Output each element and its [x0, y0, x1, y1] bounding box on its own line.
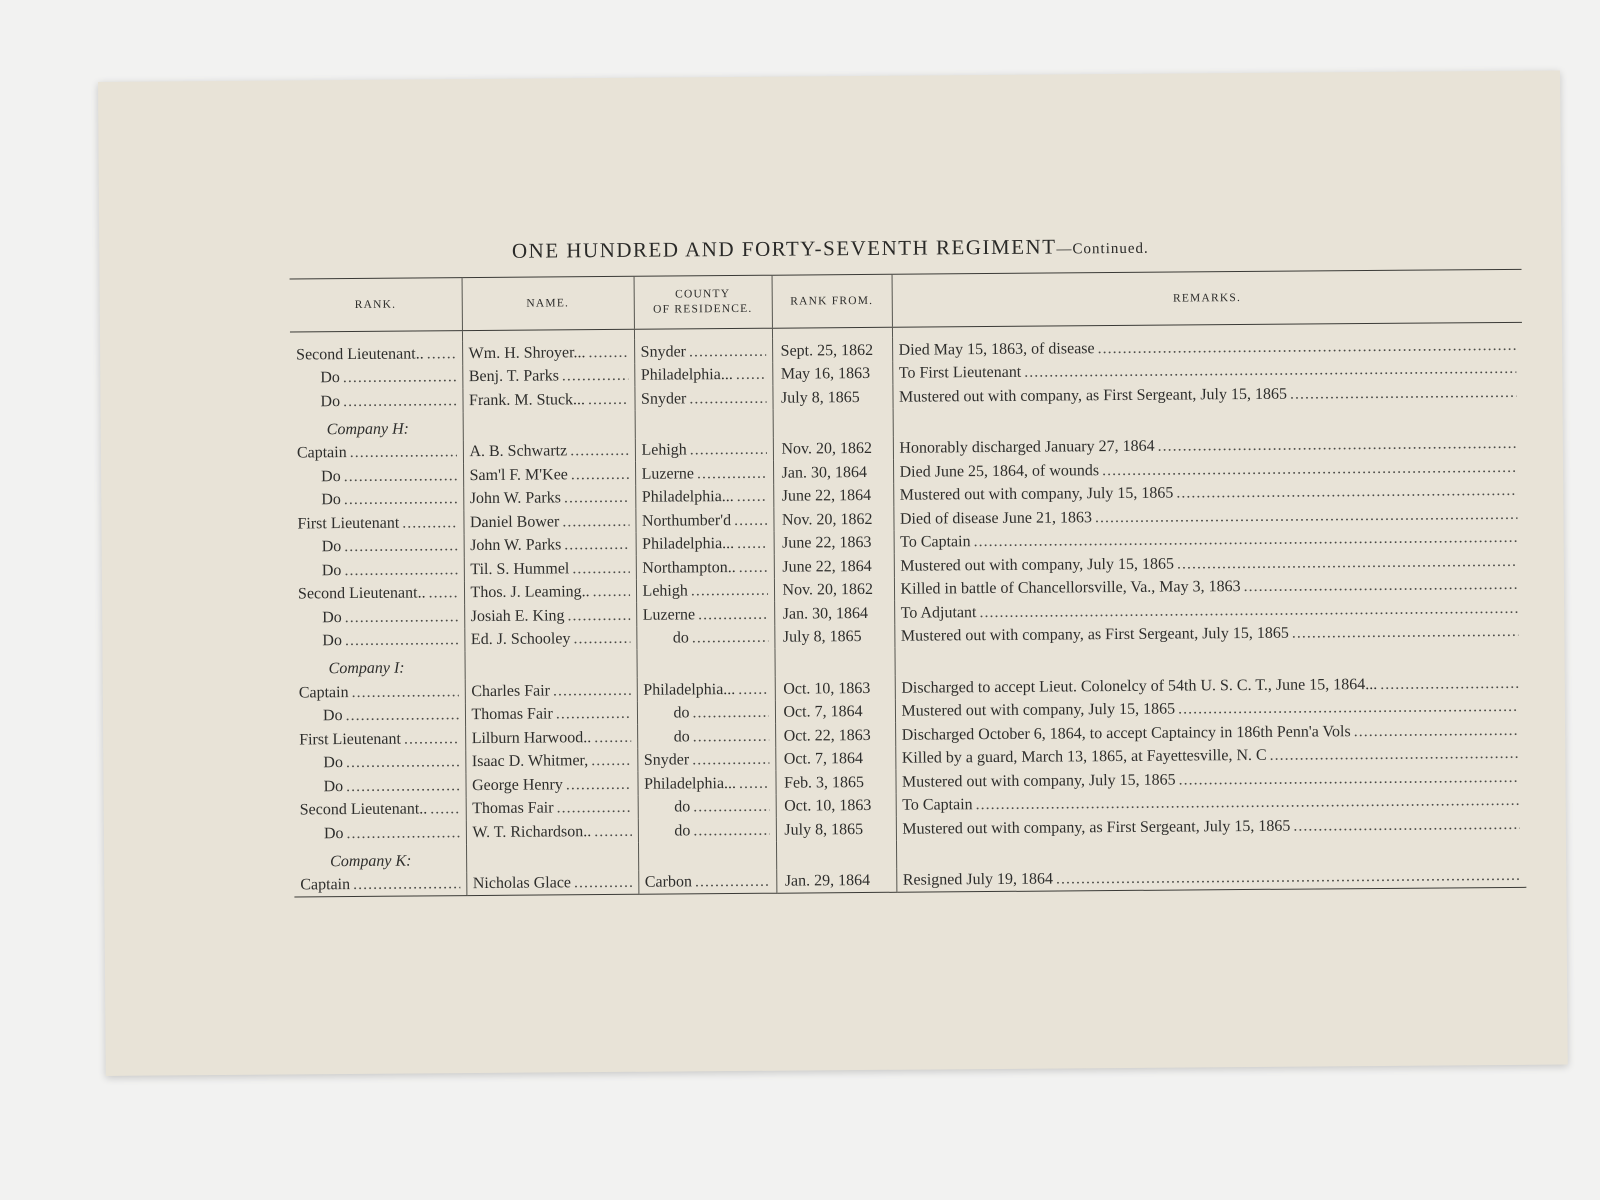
company-label: Company H:: [326, 420, 410, 438]
cell-remarks: Died June 25, 1864, of wounds .....: [893, 455, 1523, 483]
cell-remarks: Killed by a guard, March 13, 1865, at Fayettesville, N. C .....: [895, 741, 1525, 769]
cell-county: Luzerne .....: [636, 602, 774, 627]
cell-rank: Do .....: [293, 703, 465, 728]
roster-table-wrapper: [290, 269, 1527, 898]
cell-county: do .....: [636, 625, 774, 650]
cell-remarks: Mustered out with company, as First Sergeant, July 15, 1865 .....: [892, 380, 1522, 408]
cell-name: Til. S. Hummel .....: [464, 556, 636, 581]
cell-rank-from: July 8, 1865: [774, 624, 894, 648]
cell-remarks: To Captain .....: [894, 525, 1524, 553]
cell-county: Luzerne .....: [635, 461, 773, 486]
cell-remarks: Mustered out with company, July 15, 1865 .....: [893, 478, 1523, 506]
cell-name: John W. Parks .....: [464, 532, 636, 557]
cell-county: Northampton.. .....: [636, 555, 774, 580]
document-page: [98, 71, 1568, 1076]
cell-rank-from: Jan. 30, 1864: [774, 601, 894, 625]
cell-rank: Do .....: [293, 773, 465, 798]
cell-rank: Second Lieutenant.. .....: [290, 341, 462, 366]
cell-rank-from: Jan. 29, 1864: [776, 868, 896, 893]
cell-rank: Do .....: [290, 388, 462, 413]
cell-county: Philadelphia... .....: [634, 362, 772, 387]
cell-remarks: Honorably discharged January 27, 1864 .....: [893, 431, 1523, 459]
cell-county: do .....: [637, 700, 775, 725]
company-label: Company K:: [330, 852, 412, 870]
header-county-line2: OF RESIDENCE.: [653, 302, 753, 316]
cell-name: Thomas Fair .....: [465, 701, 637, 726]
cell-rank: Second Lieutenant.. .....: [294, 797, 466, 822]
cell-county: Philadelphia... .....: [636, 531, 774, 556]
cell-name: Frank. M. Stuck... .....: [462, 387, 634, 412]
cell-remarks: Mustered out with company, July 15, 1865 .....: [895, 694, 1525, 722]
cell-county: Snyder .....: [637, 747, 775, 772]
cell-rank-from: May 16, 1863: [772, 361, 892, 385]
cell-county: Northumber'd .....: [635, 508, 773, 533]
cell-rank-from: Oct. 7, 1864: [775, 699, 895, 723]
roster-table: [290, 269, 1527, 898]
cell-county: Philadelphia... .....: [637, 677, 775, 702]
cell-name: Isaac D. Whitmer, .....: [465, 748, 637, 773]
cell-name: Sam'l F. M'Kee .....: [463, 462, 635, 487]
header-rank-from: RANK FROM.: [772, 274, 892, 328]
cell-rank-from: June 22, 1864: [774, 554, 894, 578]
cell-rank-from: Nov. 20, 1862: [773, 507, 893, 531]
cell-name: Josiah E. King .....: [464, 603, 636, 628]
cell-name: Benj. T. Parks .....: [462, 363, 634, 388]
cell-name: A. B. Schwartz .....: [463, 438, 635, 463]
cell-rank: First Lieutenant .....: [293, 726, 465, 751]
cell-county: do .....: [638, 818, 776, 843]
cell-rank: Do .....: [294, 820, 466, 845]
cell-rank: Do .....: [291, 463, 463, 488]
cell-rank-from: Oct. 10, 1863: [776, 793, 896, 817]
title-suffix: —Continued.: [1056, 240, 1149, 258]
cell-remarks: Mustered out with company, as First Sergeant, July 15, 1865 .....: [894, 619, 1524, 647]
header-remarks: REMARKS.: [892, 269, 1522, 327]
cell-name: Charles Fair .....: [465, 678, 637, 703]
cell-county: do .....: [638, 794, 776, 819]
cell-county: Lehigh .....: [635, 437, 773, 462]
cell-rank-from: July 8, 1865: [772, 385, 892, 409]
cell-rank-from: Oct. 22, 1863: [775, 723, 895, 747]
cell-name: Daniel Bower .....: [463, 509, 635, 534]
page-title: [99, 231, 1561, 267]
cell-remarks: Resigned July 19, 1864 .....: [896, 863, 1526, 892]
cell-county: Philadelphia... .....: [637, 771, 775, 796]
cell-remarks: Mustered out with company, as First Sergeant, July 15, 1865 .....: [896, 812, 1526, 840]
cell-rank: Do .....: [292, 628, 464, 653]
cell-name: George Henry .....: [465, 772, 637, 797]
title-main: ONE HUNDRED AND FORTY-SEVENTH REGIMENT: [511, 234, 1057, 263]
cell-name: Lilburn Harwood.. .....: [465, 725, 637, 750]
cell-rank: Do .....: [291, 487, 463, 512]
cell-remarks: Mustered out with company, July 15, 1865 .....: [895, 765, 1525, 793]
header-county: [634, 275, 772, 329]
cell-rank: Do .....: [292, 557, 464, 582]
cell-rank: Do .....: [292, 534, 464, 559]
cell-remarks: Discharged to accept Lieut. Colonelcy of 54th U. S. C. T., June 15, 1864... .....: [895, 671, 1525, 699]
cell-rank-from: Oct. 10, 1863: [775, 676, 895, 700]
cell-county: Carbon .....: [638, 869, 776, 894]
header-name: NAME.: [462, 276, 634, 330]
table-header-row: [290, 269, 1522, 332]
cell-name: Wm. H. Shroyer... .....: [462, 340, 634, 365]
cell-name: Thos. J. Leaming.. .....: [464, 579, 636, 604]
cell-rank: First Lieutenant .....: [291, 510, 463, 535]
header-rank: RANK.: [290, 278, 462, 332]
cell-rank: Captain .....: [291, 440, 463, 465]
header-county-line1: COUNTY: [675, 288, 731, 301]
cell-remarks: To First Lieutenant .....: [892, 356, 1522, 384]
company-label: Company I:: [328, 659, 405, 678]
cell-rank-from: Sept. 25, 1862: [772, 338, 892, 362]
cell-name: Nicholas Glace .....: [466, 870, 638, 895]
table-body: [290, 322, 1526, 897]
cell-remarks: To Captain .....: [896, 788, 1526, 816]
cell-rank-from: June 22, 1864: [773, 483, 893, 507]
cell-rank-from: Feb. 3, 1865: [775, 770, 895, 794]
cell-name: Ed. J. Schooley .....: [464, 626, 636, 651]
cell-name: Thomas Fair .....: [466, 795, 638, 820]
cell-county: Snyder .....: [634, 386, 772, 411]
cell-county: Philadelphia... .....: [635, 484, 773, 509]
cell-remarks: Discharged October 6, 1864, to accept Captaincy in 186th Penn'a Vols .....: [895, 718, 1525, 746]
cell-county: Lehigh .....: [636, 578, 774, 603]
cell-rank: Captain .....: [293, 679, 465, 704]
cell-remarks: To Adjutant .....: [894, 596, 1524, 624]
cell-rank: Second Lieutenant.. .....: [292, 581, 464, 606]
cell-name: W. T. Richardson.. .....: [466, 819, 638, 844]
cell-rank-from: Oct. 7, 1864: [775, 746, 895, 770]
cell-name: John W. Parks .....: [463, 485, 635, 510]
cell-rank-from: July 8, 1865: [776, 817, 896, 841]
cell-rank: Captain .....: [294, 872, 466, 897]
cell-remarks: Mustered out with company, July 15, 1865 .....: [894, 549, 1524, 577]
cell-rank-from: June 22, 1863: [774, 530, 894, 554]
cell-county: do .....: [637, 724, 775, 749]
cell-rank-from: Nov. 20, 1862: [773, 436, 893, 460]
cell-remarks: Died of disease June 21, 1863 .....: [893, 502, 1523, 530]
cell-county: Snyder .....: [634, 339, 772, 364]
cell-rank: Do .....: [293, 750, 465, 775]
cell-rank-from: Nov. 20, 1862: [774, 577, 894, 601]
cell-rank: Do .....: [290, 365, 462, 390]
cell-rank-from: Jan. 30, 1864: [773, 460, 893, 484]
cell-rank: Do .....: [292, 604, 464, 629]
cell-remarks: Died May 15, 1863, of disease .....: [892, 333, 1522, 361]
cell-remarks: Killed in battle of Chancellorsville, Va., May 3, 1863 .....: [894, 572, 1524, 600]
